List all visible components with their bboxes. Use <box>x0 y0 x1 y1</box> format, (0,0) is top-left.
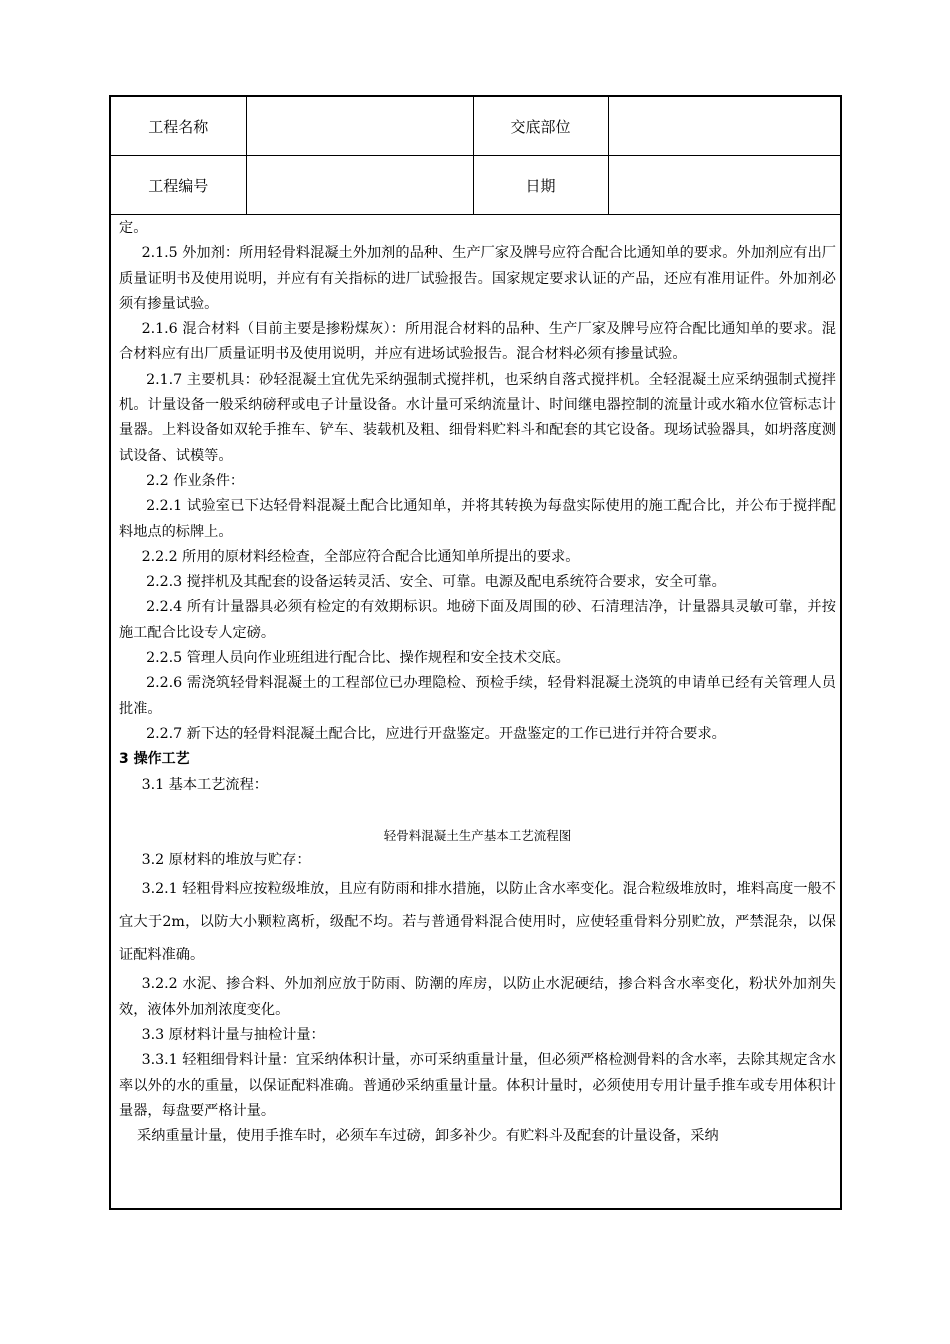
project-number-label: 工程编号 <box>111 156 246 215</box>
paragraph: 2.1.6 混合材料（目前主要是掺粉煤灰）：所用混合材料的品种、生产厂家及牌号应符合配比通知单的要求。混合材料应有出厂质量证明书及使用说明，并应有进场试验报告。混合材料必须有掺量试验。 <box>119 321 836 363</box>
header-row <box>111 156 840 215</box>
header-table <box>111 97 840 215</box>
paragraph: 2.2.2 所用的原材料经检查，全部应符合配合比通知单所提出的要求。 <box>141 548 580 565</box>
document-body <box>119 216 836 1150</box>
project-name-value <box>246 97 473 156</box>
paragraph: 2.2 作业条件： <box>146 472 245 489</box>
figure-caption: 轻骨料混凝土生产基本工艺流程图 <box>383 827 572 843</box>
paragraph: 3.1 基本工艺流程： <box>141 776 268 793</box>
paragraph: 2.2.6 需浇筑轻骨料混凝土的工程部位已办理隐检、预检手续，轻骨料混凝土浇筑的申请单已经有关管理人员批准。 <box>119 675 836 717</box>
paragraph: 采纳重量计量，使用手推车时，必须车车过磅，卸多补少。有贮料斗及配套的计量设备，采纳 <box>137 1128 719 1145</box>
paragraph: 2.2.1 试验室已下达轻骨料混凝土配合比通知单，并将其转换为每盘实际使用的施工配合比，并公布于搅拌配料地点的标牌上。 <box>119 498 836 540</box>
paragraph: 3.3.1 轻粗细骨料计量：宜采纳体积计量，亦可采纳重量计量，但必须严格检测骨料的含水率，去除其规定含水率以外的水的重量，以保证配料准确。普通砂采纳重量计量。体积计量时，必须使用专用计量手推车或专用体积计量器，每盘要严格计量。 <box>119 1052 836 1119</box>
document-frame <box>109 95 842 1210</box>
project-number-value <box>246 156 473 215</box>
paragraph: 3.2.2 水泥、掺合料、外加剂应放于防雨、防潮的库房，以防止水泥硬结，掺合料含水率变化，粉状外加剂失效，液体外加剂浓度变化。 <box>119 976 836 1018</box>
header-row <box>111 97 840 156</box>
date-label: 日期 <box>473 156 608 215</box>
paragraph: 2.1.5 外加剂：所用轻骨料混凝土外加剂的品种、生产厂家及牌号应符合配合比通知单的要求。外加剂应有出厂质量证明书及使用说明，并应有有关指标的进厂试验报告。国家规定要求认证的产品，还应有准用证件。外加剂必须有掺量试验。 <box>119 245 836 312</box>
paragraph: 3.2.1 轻粗骨料应按粒级堆放，且应有防雨和排水措施，以防止含水率变化。混合粒级堆放时，堆料高度一般不宜大于2m，以防大小颗粒离析，级配不均。若与普通骨料混合使用时，应使轻重骨料分别贮放，严禁混杂，以保证配料准确。 <box>119 881 836 964</box>
project-name-label: 工程名称 <box>111 97 246 156</box>
paragraph: 2.2.5 管理人员向作业班组进行配合比、操作规程和安全技术交底。 <box>146 650 570 667</box>
paragraph: 3.3 原材料计量与抽检计量： <box>141 1027 325 1044</box>
part-label: 交底部位 <box>473 97 608 156</box>
paragraph: 2.2.7 新下达的轻骨料混凝土配合比，应进行开盘鉴定。开盘鉴定的工作已进行并符合要求。 <box>146 725 726 742</box>
part-value <box>608 97 840 156</box>
paragraph: 3.2 原材料的堆放与贮存： <box>141 852 311 869</box>
paragraph: 2.1.7 主要机具：砂轻混凝土宜优先采纳强制式搅拌机，也采纳自落式搅拌机。全轻混凝土应采纳强制式搅拌机。计量设备一般采纳磅秤或电子计量设备。水计量可采纳流量计、时间继电器控制的流量计或水箱水位管标志计量器。上料设备如双轮手推车、铲车、装载机及粗、细骨料贮料斗和配套的其它设备。现场试验器具，如坍落度测试设备、试模等。 <box>119 371 836 464</box>
paragraph: 2.2.3 搅拌机及其配套的设备运转灵活、安全、可靠。电源及配电系统符合要求，安全可靠。 <box>146 574 726 591</box>
section-heading: 3 操作工艺 <box>119 751 190 768</box>
paragraph: 2.2.4 所有计量器具必须有检定的有效期标识。地磅下面及周围的砂、石清理洁净，计量器具灵敏可靠，并按施工配合比设专人定磅。 <box>119 599 836 641</box>
paragraph: 定。 <box>119 220 148 236</box>
date-value <box>608 156 840 215</box>
